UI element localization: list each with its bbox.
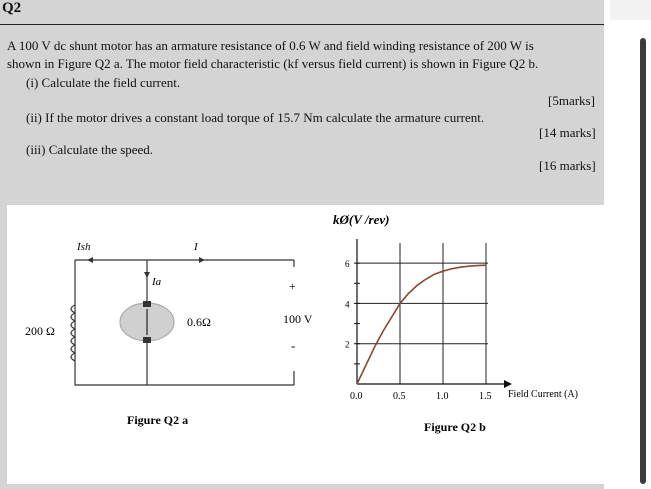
label-r-arm: 0.6Ω <box>187 315 211 329</box>
arrow-ia <box>144 272 150 278</box>
figure-q2a <box>7 205 316 484</box>
circuit-diagram <box>7 205 316 484</box>
corner-logo <box>610 0 651 20</box>
x-tick-label-0: 0.0 <box>350 391 363 402</box>
y-tick-label-2: 6 <box>345 259 350 270</box>
question-line-2: shown in Figure Q2 a. The motor field characteristic (kf versus field current) is shown in Figure Q2 b. <box>7 56 539 71</box>
label-voltage: 100 V <box>283 312 313 326</box>
x-tick-label-1: 0.5 <box>393 391 406 402</box>
figure-q2b <box>316 205 604 484</box>
part-ii-marks: [14 marks] <box>539 125 596 140</box>
arrow-ish <box>87 257 93 263</box>
part-i-text: (i) Calculate the field current. <box>26 75 181 90</box>
label-minus: - <box>291 338 296 353</box>
part-ii-text: (ii) If the motor drives a constant load torque of 15.7 Nm calculate the armature current. <box>26 110 485 125</box>
label-r-field: 200 Ω <box>25 324 55 338</box>
x-tick-label-3: 1.5 <box>479 391 492 402</box>
field-characteristic-chart <box>316 205 604 484</box>
part-iii-text: (iii) Calculate the speed. <box>26 142 154 157</box>
figure-a-caption: Figure Q2 a <box>127 413 189 427</box>
x-tick-label-2: 1.0 <box>436 391 449 402</box>
question-label: Q2 <box>2 0 22 16</box>
brush-top <box>143 301 151 307</box>
bottom-wire <box>75 260 294 385</box>
label-ia: Ia <box>152 276 162 288</box>
x-axis-arrow <box>504 380 512 388</box>
y-axis-label: kØ(V /rev) <box>333 212 390 227</box>
brush-bottom <box>143 337 151 343</box>
part-iii-marks: [16 marks] <box>539 158 596 173</box>
scrollbar[interactable] <box>640 38 646 484</box>
label-ish: Ish <box>77 241 91 253</box>
question-line-1: A 100 V dc shunt motor has an armature resistance of 0.6 W and field winding resistance of 200 W is <box>7 38 534 53</box>
part-i-marks: [5marks] <box>548 93 595 108</box>
series-line-0 <box>357 265 486 384</box>
figure-b-caption: Figure Q2 b <box>424 420 486 434</box>
y-tick-label-1: 4 <box>345 299 350 310</box>
arrow-i <box>199 257 205 263</box>
label-i: I <box>194 241 198 253</box>
x-axis-label: Field Current (A) <box>508 389 578 400</box>
label-plus: + <box>289 279 296 293</box>
divider <box>0 24 604 25</box>
y-tick-label-0: 2 <box>345 339 350 350</box>
